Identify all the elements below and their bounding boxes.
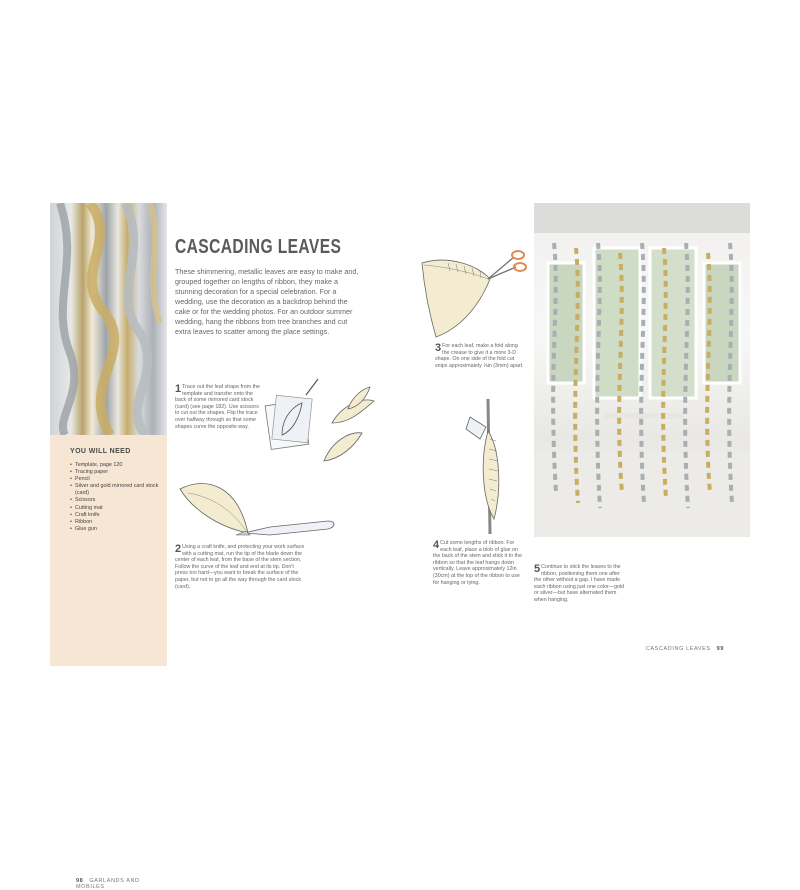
page-title: CASCADING LEAVES xyxy=(175,236,342,258)
craft-knife-illustration xyxy=(178,475,343,545)
folio-left xyxy=(76,878,167,890)
step-number: 5 xyxy=(534,563,541,575)
you-will-need-heading: YOU WILL NEED xyxy=(70,448,131,455)
folio-right xyxy=(646,646,724,652)
step-text: For each leaf, make a fold along the crease to give it a more 3-D shape. On one side of the fold cut snips approximately ⅛in (3mm) apart. xyxy=(435,343,524,369)
materials-item: • Cutting mat xyxy=(70,505,161,512)
hanging-leaves-photo-left xyxy=(50,203,167,435)
hanging-leaves-photo-right xyxy=(534,203,750,537)
step-number: 4 xyxy=(433,539,440,551)
page-number-left: 98 xyxy=(76,878,84,884)
ribbon-gluing-illustration xyxy=(460,399,520,534)
leaf-snipping-illustration xyxy=(418,249,528,341)
materials-list xyxy=(70,462,161,533)
window-and-garland-graphic xyxy=(534,203,750,537)
step-number: 2 xyxy=(175,543,182,555)
step-5 xyxy=(534,564,626,604)
materials-item: • Silver and gold mirrored card stock (card) xyxy=(70,483,161,497)
materials-item: • Glue gun xyxy=(70,526,161,533)
metallic-ribbon-graphic xyxy=(50,203,167,435)
step-number: 1 xyxy=(175,383,182,395)
step-4 xyxy=(433,540,525,586)
step-text: Continue to stick the leaves to the ribbon, positioning them one after the other without a gap. I have made each ribbon using just one color—gold or silver—but have alternated them when hanging. xyxy=(534,564,625,603)
intro-paragraph: These shimmering, metallic leaves are easy to make and, grouped together on lengths of ribbon, they make a stunning decoration for a special celebration. For a wedding, use the decoration as a backdrop behind the cake or for the wedding photos. For an outdoor summer wedding, hang the ribbons from tree branches and cut extra leaves to scatter among the place settings. xyxy=(175,267,359,336)
chapter-label: GARLANDS AND MOBILES xyxy=(76,878,140,890)
materials-item: • Tracing paper xyxy=(70,469,161,476)
step-text: Trace out the leaf shape from the template and transfer onto the back of some mirrored card stock (card) (see page 182). Use scissors to cut out the shapes. Flip the trace over halfway through so that some shapes curve the opposite way. xyxy=(175,384,260,430)
step-3 xyxy=(435,343,525,369)
step-text: Cut some lengths of ribbon. For each leaf, place a blob of glue on the back of the stem and stick it to the ribbon so that the leaf hangs down vertically. Leave approximately 12in (30cm) at the top of the ribbon to use for hanging or tying. xyxy=(433,540,522,586)
step-text: Using a craft knife, and protecting your work surface with a cutting mat, run the tip of the blade down the center of each leaf, from the base of the stem section. Follow the curve of the leaf and end at its tip. Don't press too hard—you want to break the surface of the paper, but not to go all the way through the card stock (card). xyxy=(175,544,305,590)
materials-item: • Craft knife xyxy=(70,512,161,519)
materials-item: • Pencil xyxy=(70,476,161,483)
materials-item: • Scissors xyxy=(70,497,161,504)
materials-item: • Ribbon xyxy=(70,519,161,526)
book-spread xyxy=(50,203,750,890)
materials-item: • Template, page 120 xyxy=(70,462,161,469)
page-number-right: 99 xyxy=(716,646,724,652)
running-title: CASCADING LEAVES xyxy=(645,646,711,652)
you-will-need-box xyxy=(50,435,167,890)
tracing-illustration xyxy=(262,375,377,470)
step-number: 3 xyxy=(435,342,442,354)
step-1 xyxy=(175,384,263,430)
step-2 xyxy=(175,544,307,590)
